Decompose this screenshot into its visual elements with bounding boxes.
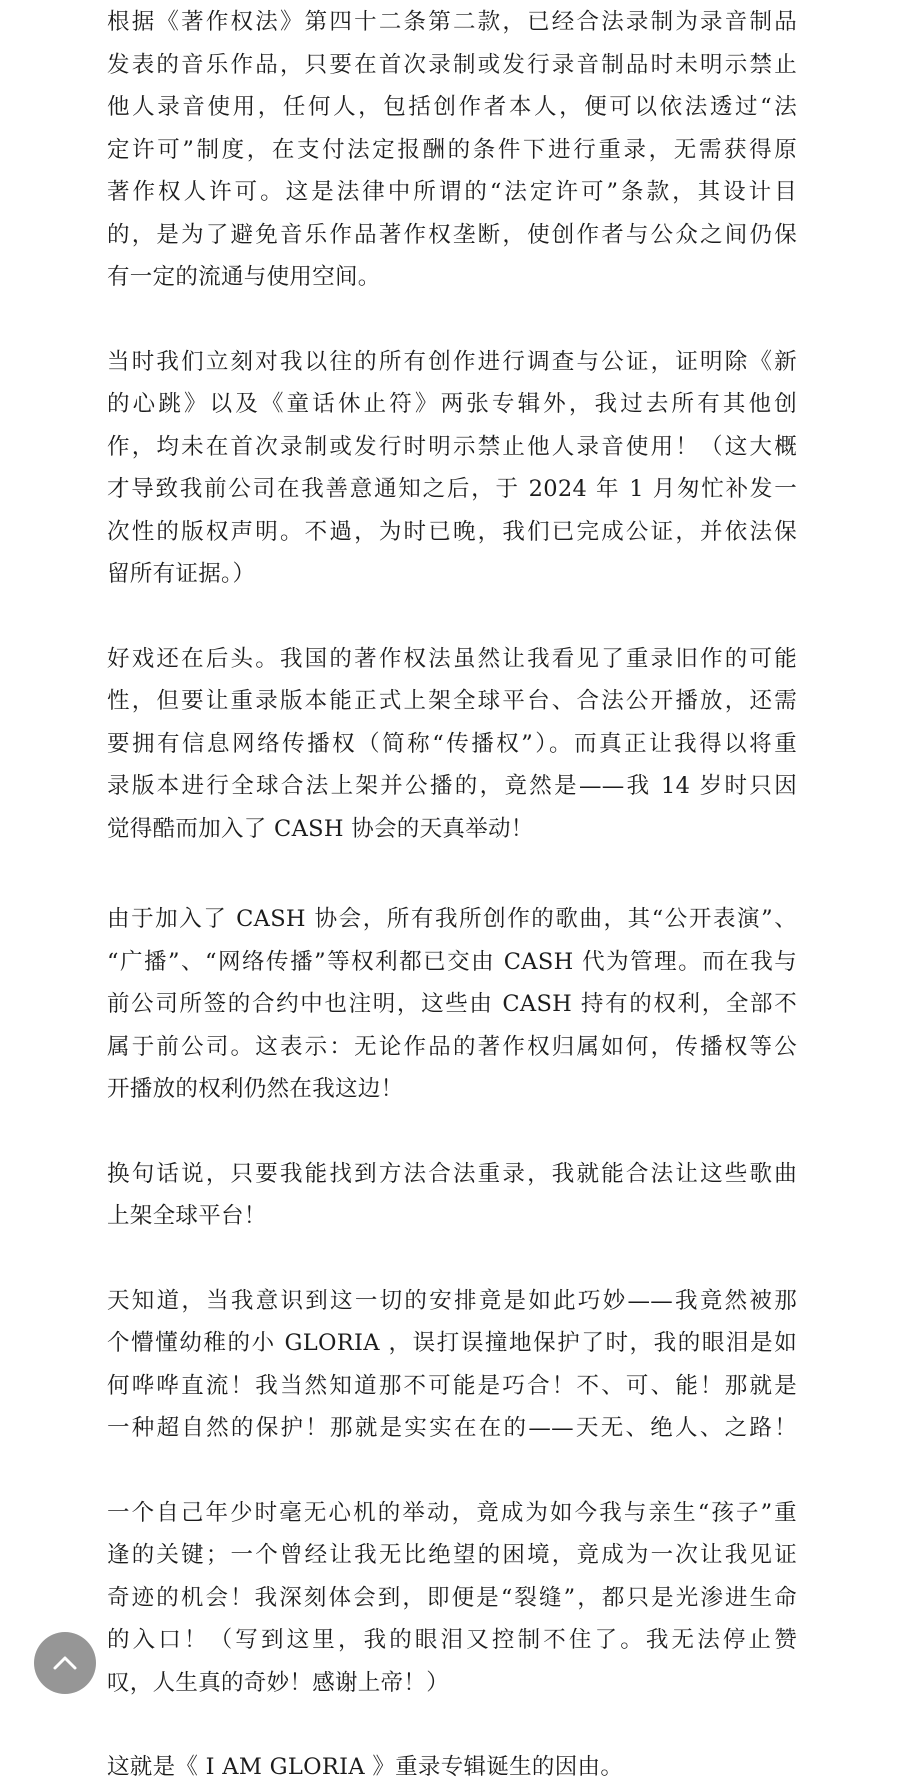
text-line: 定许可”制度，在支付法定报酬的条件下进行重录，无需获得原 — [107, 136, 797, 163]
paragraph — [107, 1280, 797, 1450]
text-line: 何哗哗直流！我当然知道那不可能是巧合！不、可、能！那就是 — [107, 1372, 797, 1399]
paragraph — [107, 1746, 797, 1789]
text-line: 留所有证据。） — [107, 561, 256, 587]
text-line: 前公司所签的合约中也注明，这些由 CASH 持有的权利，全部不 — [107, 991, 797, 1017]
scroll-to-top-button[interactable] — [34, 1632, 96, 1694]
paragraph — [107, 638, 797, 851]
text-line: “广播”、“网络传播”等权利都已交由 CASH 代为管理。而在我与 — [107, 948, 797, 975]
paragraph — [107, 1, 797, 299]
text-line: 根据《著作权法》第四十二条第二款，已经合法录制为录音制品 — [107, 9, 797, 35]
paragraph — [107, 341, 797, 596]
paragraph — [107, 898, 797, 1111]
text-line: 开播放的权利仍然在我这边！ — [107, 1076, 404, 1102]
text-line: 一个自己年少时毫无心机的举动，竟成为如今我与亲生“孩子”重 — [107, 1499, 797, 1526]
text-line: 属于前公司。这表示：无论作品的著作权归属如何，传播权等公 — [107, 1033, 797, 1060]
text-line: 录版本进行全球合法上架并公播的，竟然是——我 14 岁时只因 — [107, 773, 797, 799]
text-line: 叹，人生真的奇妙！感谢上帝！） — [107, 1669, 450, 1696]
text-line: 的入口！（写到这里，我的眼泪又控制不住了。我无法停止赞 — [107, 1627, 797, 1653]
text-line: 换句话说，只要我能找到方法合法重录，我就能合法让这些歌曲 — [107, 1160, 797, 1187]
text-line: 逢的关键；一个曾经让我无比绝望的困境，竟成为一次让我见证 — [107, 1542, 797, 1568]
text-line: 作，均未在首次录制或发行时明示禁止他人录音使用！（这大概 — [107, 433, 797, 460]
text-line: 要拥有信息网络传播权（简称“传播权”）。而真正让我得以将重 — [107, 730, 797, 757]
text-line: 个懵懂幼稚的小 GLORIA ，误打误撞地保护了时，我的眼泪是如 — [107, 1330, 797, 1356]
text-line: 有一定的流通与使用空间。 — [107, 264, 381, 290]
text-line: 好戏还在后头。我国的著作权法虽然让我看见了重录旧作的可能 — [107, 645, 797, 672]
text-line: 上架全球平台！ — [107, 1203, 267, 1229]
text-line: 由于加入了 CASH 协会，所有我所创作的歌曲，其“公开表演”、 — [107, 906, 797, 932]
text-line: 天知道，当我意识到这一切的安排竟是如此巧妙——我竟然被那 — [107, 1287, 797, 1314]
text-line: 的，是为了避免音乐作品著作权垄断，使创作者与公众之间仍保 — [107, 221, 797, 248]
paragraph — [107, 1153, 797, 1238]
text-line: 才导致我前公司在我善意通知之后，于 2024 年 1 月匆忙补发一 — [107, 476, 797, 502]
article-body — [107, 0, 797, 1789]
text-line: 当时我们立刻对我以往的所有创作进行调查与公证，证明除《新 — [107, 348, 797, 375]
text-line: 这就是《 I AM GLORIA 》重录专辑诞生的因由。 — [107, 1754, 624, 1780]
text-line: 奇迹的机会！我深刻体会到，即便是“裂缝”，都只是光渗进生命 — [107, 1584, 797, 1611]
text-line: 性，但要让重录版本能正式上架全球平台、合法公开播放，还需 — [107, 688, 797, 714]
chevron-up-icon — [52, 1655, 78, 1671]
text-line: 发表的音乐作品，只要在首次录制或发行录音制品时未明示禁止 — [107, 51, 797, 78]
text-line: 觉得酷而加入了 CASH 协会的天真举动！ — [107, 815, 534, 842]
text-line: 他人录音使用，任何人，包括创作者本人，便可以依法透过“法 — [107, 94, 797, 120]
paragraph — [107, 1492, 797, 1705]
text-line: 的心跳》以及《童话休止符》两张专辑外，我过去所有其他创 — [107, 391, 797, 417]
text-line: 一种超自然的保护！那就是实实在在的——天无、绝人、之路！ — [107, 1415, 797, 1441]
text-line: 著作权人许可。这是法律中所谓的“法定许可”条款，其设计目 — [107, 179, 797, 205]
text-line: 次性的版权声明。不過，为时已晚，我们已完成公证，并依法保 — [107, 518, 797, 545]
